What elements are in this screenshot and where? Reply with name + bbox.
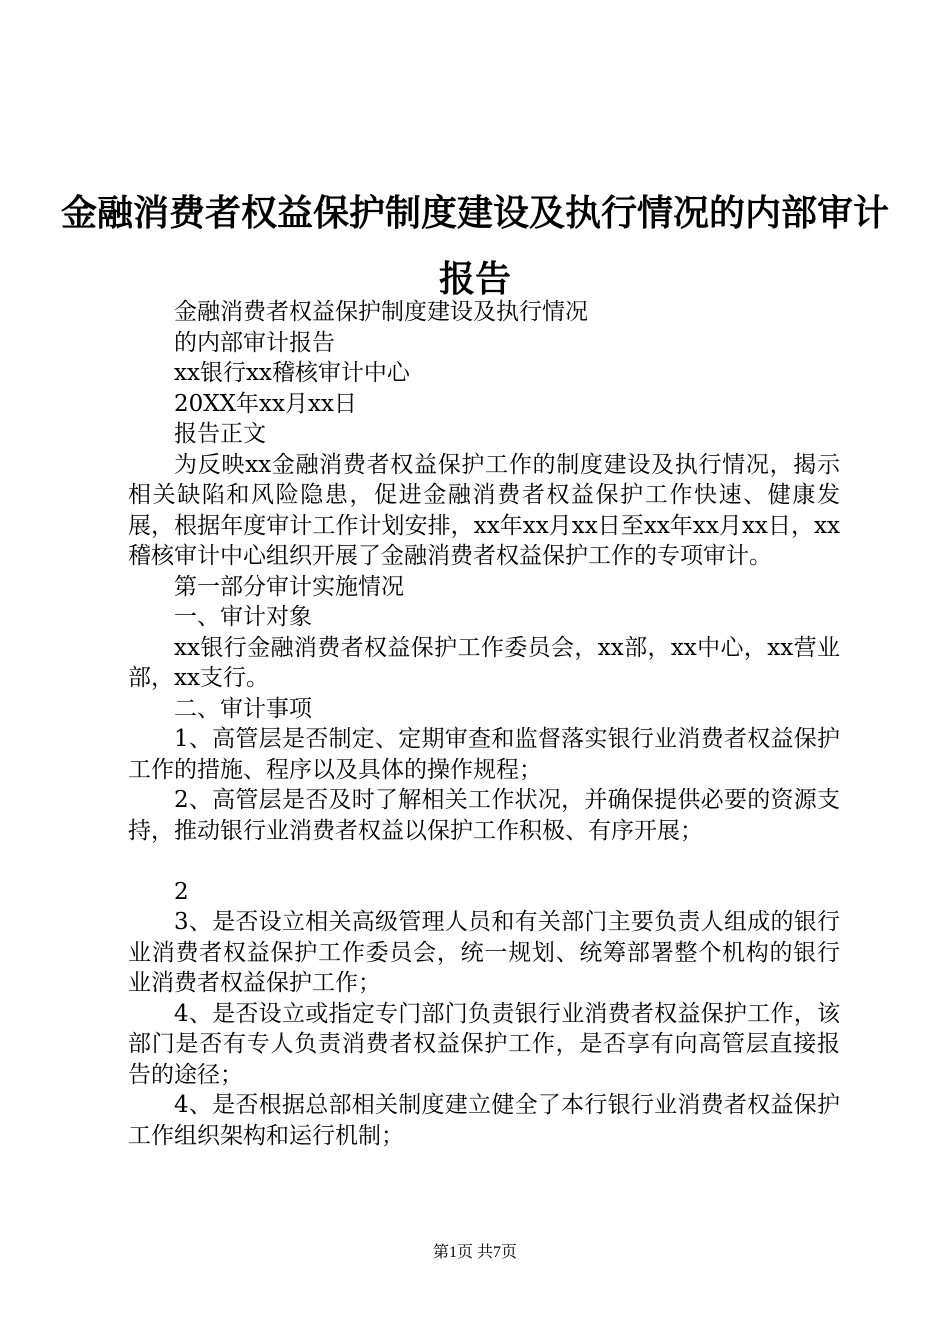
section-audit-items: 二、审计事项: [174, 695, 312, 722]
header-line-title-2: 的内部审计报告: [174, 329, 335, 356]
document-body: [128, 297, 840, 1151]
audit-object-text: xx银行金融消费者权益保护工作委员会，xx部，xx中心，xx营业部，xx支行。: [128, 634, 840, 691]
header-line-title-1: 金融消费者权益保护制度建设及执行情况: [174, 299, 588, 325]
intro-paragraph: 为反映xx金融消费者权益保护工作的制度建设及执行情况，揭示相关缺陷和风险隐患，促进金融消费者权益保护工作快速、健康发展，根据年度审计工作计划安排，xx年xx月xx日至xx年xx月xx日，xx稽核审计中心组织开展了金融消费者权益保护工作的专项审计。: [128, 451, 840, 569]
audit-item-3: 3、是否设立相关高级管理人员和有关部门主要负责人组成的银行业消费者权益保护工作委员会，统一规划、统筹部署整个机构的银行业消费者权益保护工作；: [128, 909, 840, 996]
audit-item-1: 1、高管层是否制定、定期审查和监督落实银行业消费者权益保护工作的措施、程序以及具体的操作规程；: [128, 726, 840, 783]
section-part-one: 第一部分审计实施情况: [174, 573, 404, 600]
inline-page-marker: 2: [174, 878, 189, 905]
header-line-body-label: 报告正文: [174, 421, 266, 447]
page-footer: 第1页 共7页: [432, 1244, 517, 1261]
audit-item-4a: 4、是否设立或指定专门部门负责银行业消费者权益保护工作，该部门是否有专人负责消费者权益保护工作，是否享有向高管层直接报告的途径；: [128, 1000, 840, 1088]
section-audit-object: 一、审计对象: [174, 604, 312, 630]
document-title: 金融消费者权益保护制度建设及执行情况的内部审计报告: [60, 192, 889, 300]
audit-item-2: 2、高管层是否及时了解相关工作状况，并确保提供必要的资源支持，推动银行业消费者权益以保护工作积极、有序开展；: [128, 787, 840, 844]
audit-item-4b: 4、是否根据总部相关制度建立健全了本行银行业消费者权益保护工作组织架构和运行机制；: [128, 1092, 840, 1149]
header-line-issuer: xx银行xx稽核审计中心: [174, 360, 410, 386]
header-line-date: 20XX年xx月xx日: [174, 390, 357, 417]
